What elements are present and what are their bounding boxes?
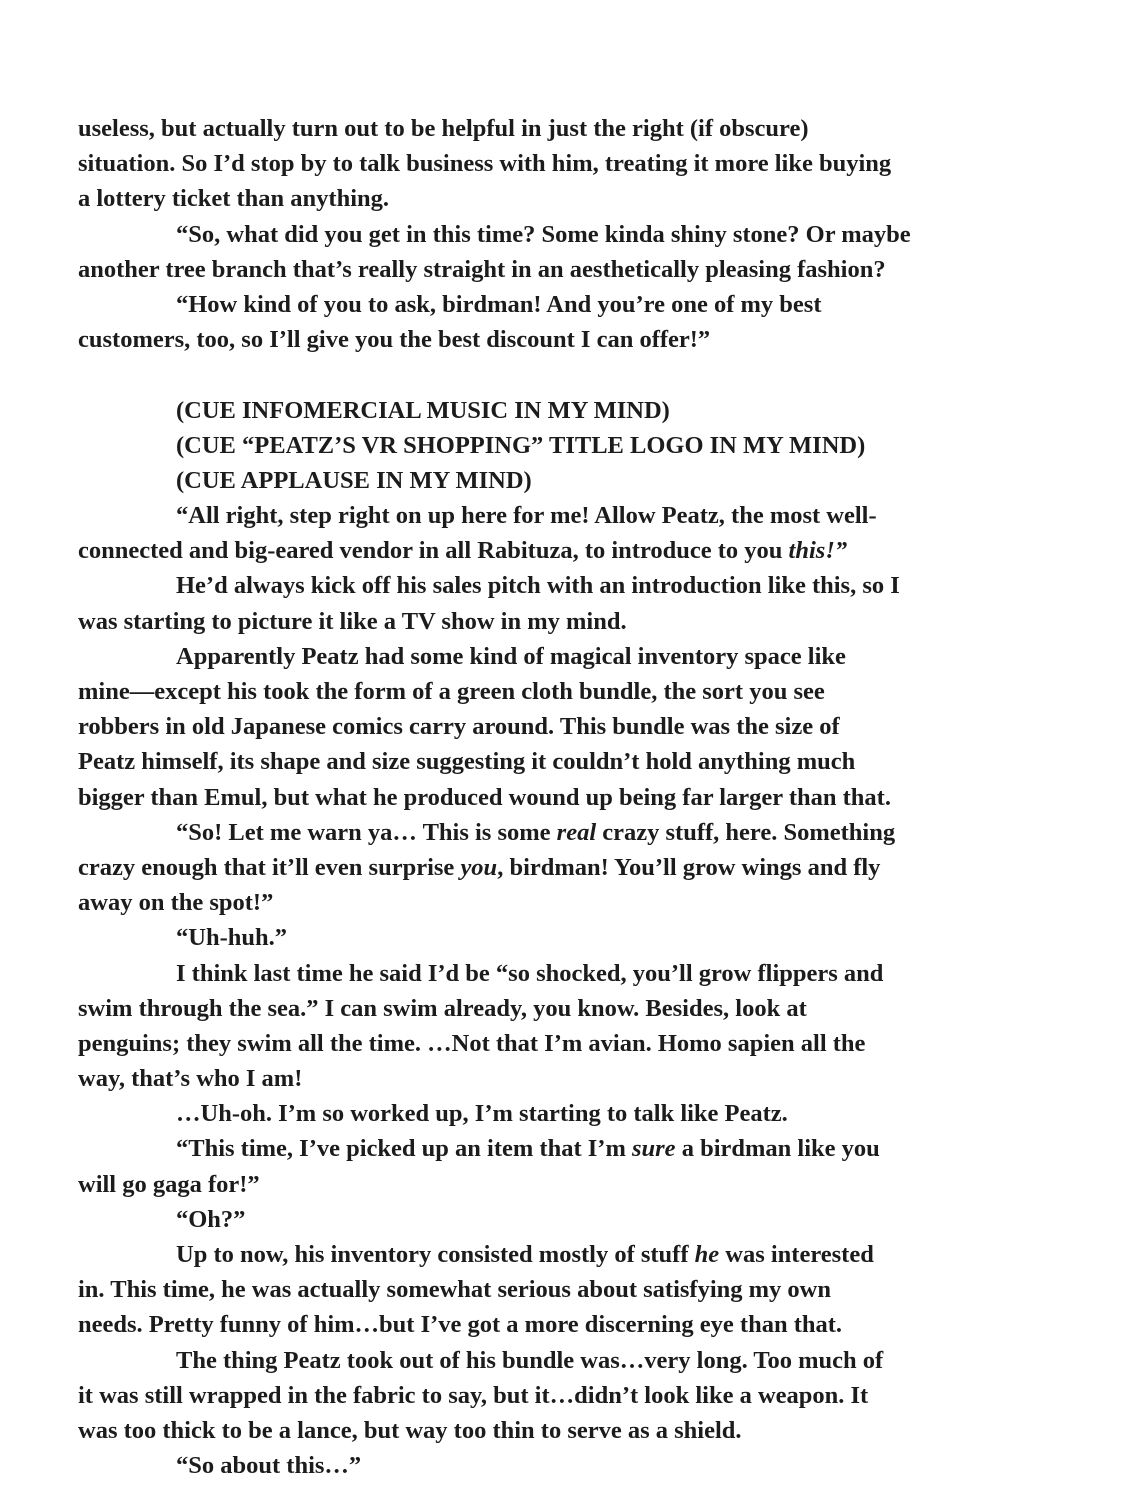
italic-text-run: he <box>694 1241 720 1268</box>
text-line <box>78 991 993 1026</box>
text-run: away on the spot!” <box>78 889 274 917</box>
text-line <box>78 956 993 991</box>
text-line <box>78 709 993 744</box>
text-run: (CUE INFOMERCIAL MUSIC IN MY MIND) <box>176 396 670 424</box>
text-line <box>78 322 993 357</box>
text-line <box>78 181 993 216</box>
text-run: useless, but actually turn out to be helpful in just the right (if obscure) <box>78 115 809 142</box>
text-run: a lottery ticket than anything. <box>78 185 389 213</box>
text-line <box>78 744 993 779</box>
text-run: bigger than Emul, but what he produced wound up being far larger than that. <box>78 783 891 811</box>
text-line <box>78 252 993 287</box>
text-line <box>78 674 993 709</box>
text-line <box>78 111 993 146</box>
text-run: He’d always kick off his sales pitch with an introduction like this, so I <box>176 572 900 600</box>
text-line <box>78 1413 993 1448</box>
text-run: was too thick to be a lance, but way too thin to serve as a shield. <box>78 1416 742 1444</box>
text-line <box>78 217 993 252</box>
text-run: swim through the sea.” I can swim already, you know. Besides, look at <box>78 994 807 1022</box>
text-line <box>78 815 993 850</box>
text-run: it was still wrapped in the fabric to say, but it…didn’t look like a weapon. It <box>78 1381 869 1409</box>
text-run: …Uh-oh. I’m so worked up, I’m starting to talk like Peatz. <box>176 1100 788 1128</box>
text-run: “Oh?” <box>176 1205 246 1233</box>
text-line <box>78 1167 993 1202</box>
text-line <box>78 1131 993 1166</box>
text-run: “So! Let me warn ya… This is some <box>176 818 557 846</box>
text-line <box>78 1448 993 1483</box>
text-line <box>78 639 993 674</box>
blank-line <box>78 357 993 392</box>
text-line <box>78 463 993 498</box>
text-run: way, that’s who I am! <box>78 1065 303 1093</box>
text-run: another tree branch that’s really straight in an aesthetically pleasing fashion? <box>78 255 886 283</box>
text-run: “So about this…” <box>176 1452 362 1480</box>
text-run: “So, what did you get in this time? Some kinda shiny stone? Or maybe <box>176 220 911 248</box>
text-run: was interested <box>719 1241 874 1268</box>
text-line <box>78 428 993 463</box>
text-run: (CUE APPLAUSE IN MY MIND) <box>176 466 532 494</box>
text-run: robbers in old Japanese comics carry around. This bundle was the size of <box>78 713 840 741</box>
text-line <box>78 1307 993 1342</box>
text-line <box>78 568 993 603</box>
text-line <box>78 1237 993 1272</box>
text-line <box>78 920 993 955</box>
text-line <box>78 1061 993 1096</box>
text-line <box>78 604 993 639</box>
text-run: crazy enough that it’ll even surprise <box>78 853 461 881</box>
italic-text-run: sure <box>631 1135 676 1163</box>
text-run: I think last time he said I’d be “so shocked, you’ll grow flippers and <box>176 959 884 987</box>
text-run: Apparently Peatz had some kind of magical inventory space like <box>176 642 846 670</box>
text-line <box>78 885 993 920</box>
text-line <box>78 498 993 533</box>
text-line <box>78 393 993 428</box>
italic-text-run: this!” <box>788 537 848 565</box>
text-run: was starting to picture it like a TV show in my mind. <box>78 607 627 635</box>
text-run: The thing Peatz took out of his bundle was…very long. Too much of <box>176 1346 884 1374</box>
text-line <box>78 1026 993 1061</box>
text-line <box>78 780 993 815</box>
text-line <box>78 850 993 885</box>
text-run: Peatz himself, its shape and size suggesting it couldn’t hold anything much <box>78 748 856 776</box>
text-run: situation. So I’d stop by to talk business with him, treating it more like buying <box>78 150 892 178</box>
text-run: penguins; they swim all the time. …Not that I’m avian. Homo sapien all the <box>78 1029 866 1057</box>
text-run: customers, too, so I’ll give you the best discount I can offer!” <box>78 326 711 354</box>
text-run: “All right, step right on up here for me! Allow Peatz, the most well- <box>176 502 877 530</box>
text-run: “Uh-huh.” <box>176 924 287 952</box>
text-run: “This time, I’ve picked up an item that I’m <box>176 1135 632 1163</box>
text-line <box>78 1272 993 1307</box>
text-run: “How kind of you to ask, birdman! And you’re one of my best <box>176 290 822 318</box>
italic-text-run: real <box>556 818 597 846</box>
text-line <box>78 146 993 181</box>
text-line <box>78 1202 993 1237</box>
italic-text-run: you <box>460 853 498 881</box>
text-run: needs. Pretty funny of him…but I’ve got a more discerning eye than that. <box>78 1311 843 1339</box>
text-line <box>78 533 993 568</box>
text-run: , birdman! You’ll grow wings and fly <box>497 853 881 881</box>
text-run: Up to now, his inventory consisted mostly of stuff <box>176 1241 695 1268</box>
book-page-text <box>78 111 993 1483</box>
text-run: crazy stuff, here. Something <box>596 818 896 846</box>
text-line <box>78 1378 993 1413</box>
text-line <box>78 287 993 322</box>
text-run: connected and big-eared vendor in all Rabituza, to introduce to you <box>78 537 789 565</box>
text-run: a birdman like you <box>675 1135 880 1163</box>
text-line <box>78 1343 993 1378</box>
text-run: (CUE “PEATZ’S VR SHOPPING” TITLE LOGO IN MY MIND) <box>176 431 866 459</box>
text-line <box>78 1096 993 1131</box>
text-run: in. This time, he was actually somewhat serious about satisfying my own <box>78 1276 831 1304</box>
text-run: mine—except his took the form of a green cloth bundle, the sort you see <box>78 678 825 705</box>
text-run: will go gaga for!” <box>78 1170 260 1198</box>
